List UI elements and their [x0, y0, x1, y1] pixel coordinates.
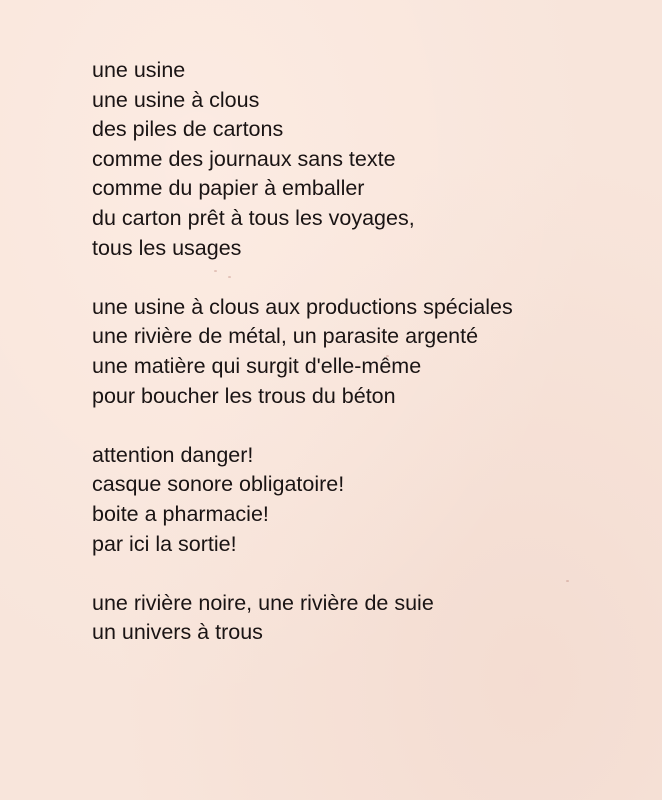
- stanza-2: [92, 293, 632, 411]
- poem-line: un univers à trous: [92, 620, 263, 645]
- poem-line: attention danger!: [92, 442, 254, 467]
- poem-line: casque sonore obligatoire!: [92, 472, 345, 497]
- poem-line: une matière qui surgit d'elle-même: [92, 353, 422, 378]
- poem-line: comme des journaux sans texte: [92, 146, 396, 171]
- poem-text: [92, 56, 632, 677]
- stanza-1: [92, 56, 632, 263]
- poem-line: tous les usages: [92, 235, 242, 260]
- poem-line: pour boucher les trous du béton: [92, 383, 396, 408]
- poem-line: une usine: [92, 58, 186, 82]
- stanza-4: [92, 589, 632, 648]
- poem-line: une rivière noire, une rivière de suie: [92, 590, 434, 615]
- poem-line: une usine à clous: [92, 87, 260, 112]
- stanza-3: [92, 441, 632, 559]
- poem-line: par ici la sortie!: [92, 531, 237, 556]
- poem-line: comme du papier à emballer: [92, 176, 365, 201]
- poem-line: boite a pharmacie!: [92, 501, 269, 526]
- poem-line: une usine à clous aux productions spéciales: [92, 294, 513, 319]
- poem-line: des piles de cartons: [92, 117, 284, 142]
- poem-line: une rivière de métal, un parasite argenté: [92, 324, 479, 349]
- poem-line: du carton prêt à tous les voyages,: [92, 205, 415, 230]
